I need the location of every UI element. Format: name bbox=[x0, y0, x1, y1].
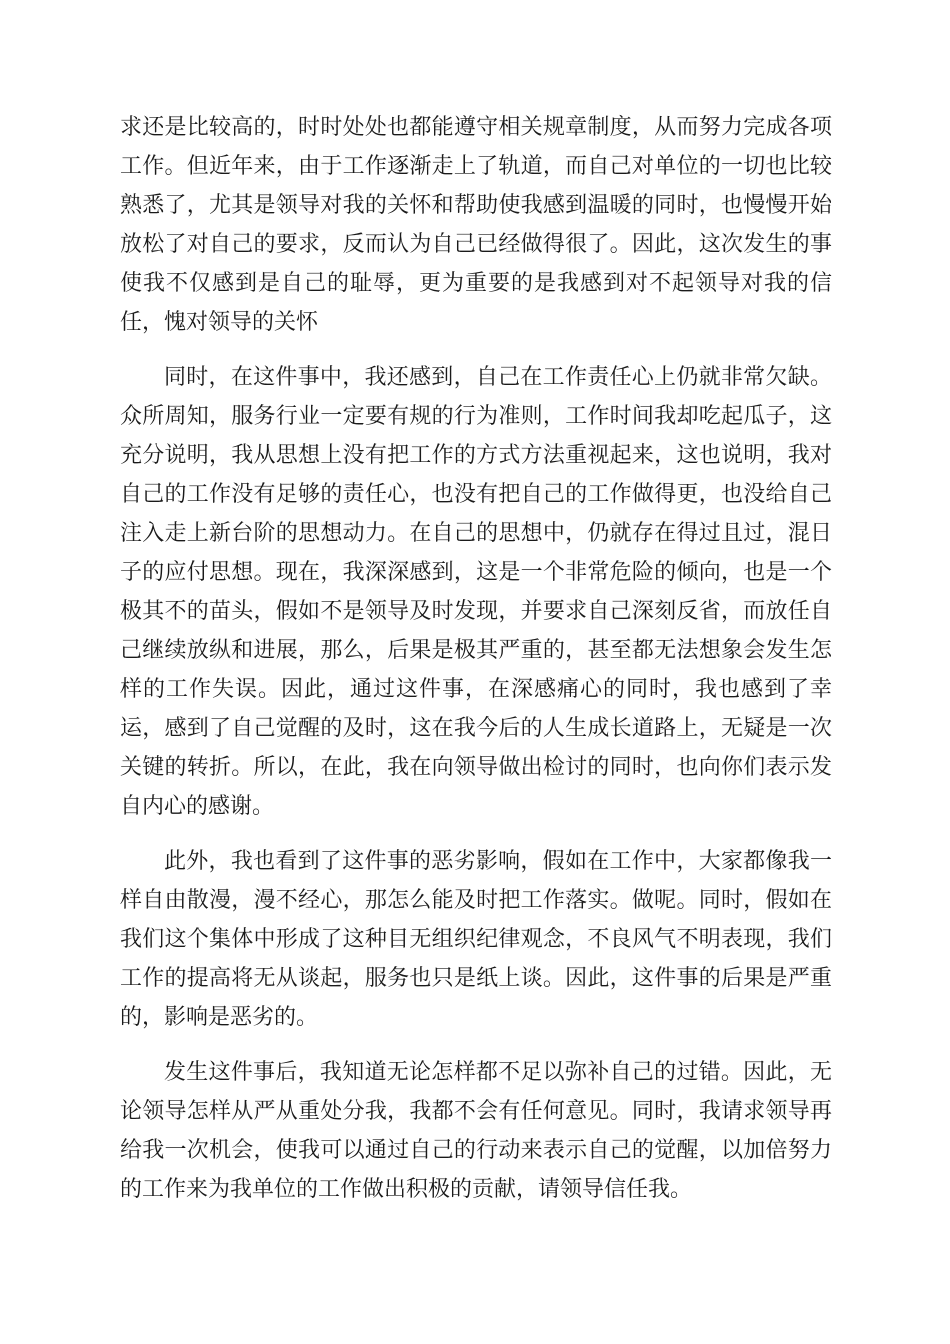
paragraph-gap bbox=[120, 1037, 832, 1053]
paragraph-continuation: 求还是比较高的，时时处处也都能遵守相关规章制度，从而努力完成各项工作。但近年来，由于工作逐渐走上了轨道，而自己对单位的一切也比较熟悉了，尤其是领导对我的关怀和帮助使我感到温暖的同时，也慢慢开始放松了对自己的要求，反而认为自己已经做得很了。因此，这次发生的事使我不仅感到是自己的耻辱，更为重要的是我感到对不起领导对我的信任，愧对领导的关怀 bbox=[120, 115, 832, 335]
paragraph-conclusion: 发生这件事后，我知道无论怎样都不足以弥补自己的过错。因此，无论领导怎样从严从重处分我，我都不会有任何意见。同时，我请求领导再给我一次机会，使我可以通过自己的行动来表示自己的觉醒，以加倍努力的工作来为我单位的工作做出积极的贡献，请领导信任我。 bbox=[120, 1060, 832, 1202]
document-body bbox=[120, 108, 832, 1209]
paragraph-gap bbox=[120, 342, 832, 358]
paragraph-impact: 此外，我也看到了这件事的恶劣影响，假如在工作中，大家都像我一样自由散漫，漫不经心，那怎么能及时把工作落实。做呢。同时，假如在我们这个集体中形成了这种目无组织纪律观念，不良风气不明表现，我们工作的提高将无从谈起，服务也只是纸上谈。因此，这件事的后果是严重的，影响是恶劣的。 bbox=[120, 849, 832, 1030]
paragraph-gap bbox=[120, 826, 832, 842]
paragraph-responsibility: 同时，在这件事中，我还感到，自己在工作责任心上仍就非常欠缺。众所周知，服务行业一定要有规的行为准则，工作时间我却吃起瓜子，这充分说明，我从思想上没有把工作的方式方法重视起来，这也说明，我对自己的工作没有足够的责任心，也没有把自己的工作做得更，也没给自己注入走上新台阶的思想动力。在自己的思想中，仍就存在得过且过，混日子的应付思想。现在，我深深感到，这是一个非常危险的倾向，也是一个极其不的苗头，假如不是领导及时发现，并要求自己深刻反省，而放任自己继续放纵和进展，那么，后果是极其严重的，甚至都无法想象会发生怎样的工作失误。因此，通过这件事，在深感痛心的同时，我也感到了幸运，感到了自己觉醒的及时，这在我今后的人生成长道路上，无疑是一次关键的转折。所以，在此，我在向领导做出检讨的同时，也向你们表示发自内心的感谢。 bbox=[120, 365, 832, 819]
